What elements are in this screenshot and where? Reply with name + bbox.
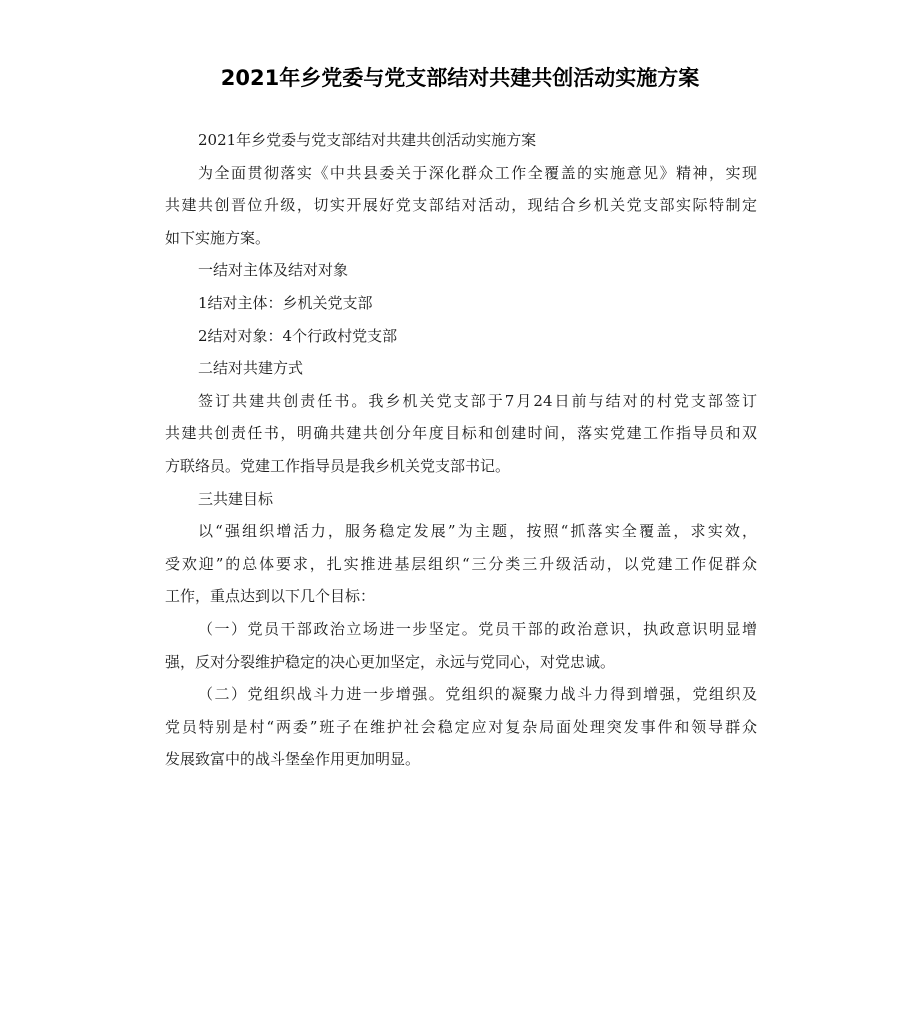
- text-line: 方联络员。党建工作指导员是我乡机关党支部书记。: [165, 456, 511, 475]
- text-line: 2结对对象：4个行政村党支部: [198, 326, 398, 345]
- text-line: 工作，重点达到以下几个目标：: [165, 587, 376, 606]
- document-body: [165, 124, 757, 776]
- text-line: 强，反对分裂维护稳定的决心更加坚定，永远与党同心，对党忠诚。: [165, 652, 616, 671]
- text-line: （一）党员干部政治立场进一步坚定。党员干部的政治意识，执政意识明显增: [198, 619, 757, 638]
- text-line: 如下实施方案。: [165, 228, 271, 247]
- text-line: 签订共建共创责任书。我乡机关党支部于7月24日前与结对的村党支部签订: [198, 391, 757, 410]
- text-line: 1结对主体：乡机关党支部: [198, 293, 373, 312]
- text-line: 一结对主体及结对对象: [198, 261, 349, 280]
- text-line: 以“强组织增活力，服务稳定发展”为主题，按照“抓落实全覆盖，求实效，: [198, 522, 757, 541]
- text-line: 共建共创责任书，明确共建共创分年度目标和创建时间，落实党建工作指导员和双: [165, 424, 757, 443]
- text-line: 三共建目标: [198, 489, 274, 508]
- text-line: （二）党组织战斗力进一步增强。党组织的凝聚力战斗力得到增强，党组织及: [198, 685, 757, 704]
- text-line: 二结对共建方式: [198, 359, 304, 378]
- text-line: 受欢迎”的总体要求，扎实推进基层组织“三分类三升级活动，以党建工作促群众: [165, 554, 757, 573]
- text-line: 发展致富中的战斗堡垒作用更加明显。: [165, 750, 421, 769]
- document-title: 2021年乡党委与党支部结对共建共创活动实施方案: [220, 66, 700, 90]
- text-line: 党员特别是村“两委”班子在维护社会稳定应对复杂局面处理突发事件和领导群众: [165, 717, 757, 736]
- text-line: 2021年乡党委与党支部结对共建共创活动实施方案: [198, 131, 537, 149]
- text-line: 共建共创晋位升级，切实开展好党支部结对活动，现结合乡机关党支部实际特制定: [165, 196, 757, 215]
- text-line: 为全面贯彻落实《中共县委关于深化群众工作全覆盖的实施意见》精神，实现: [198, 163, 757, 182]
